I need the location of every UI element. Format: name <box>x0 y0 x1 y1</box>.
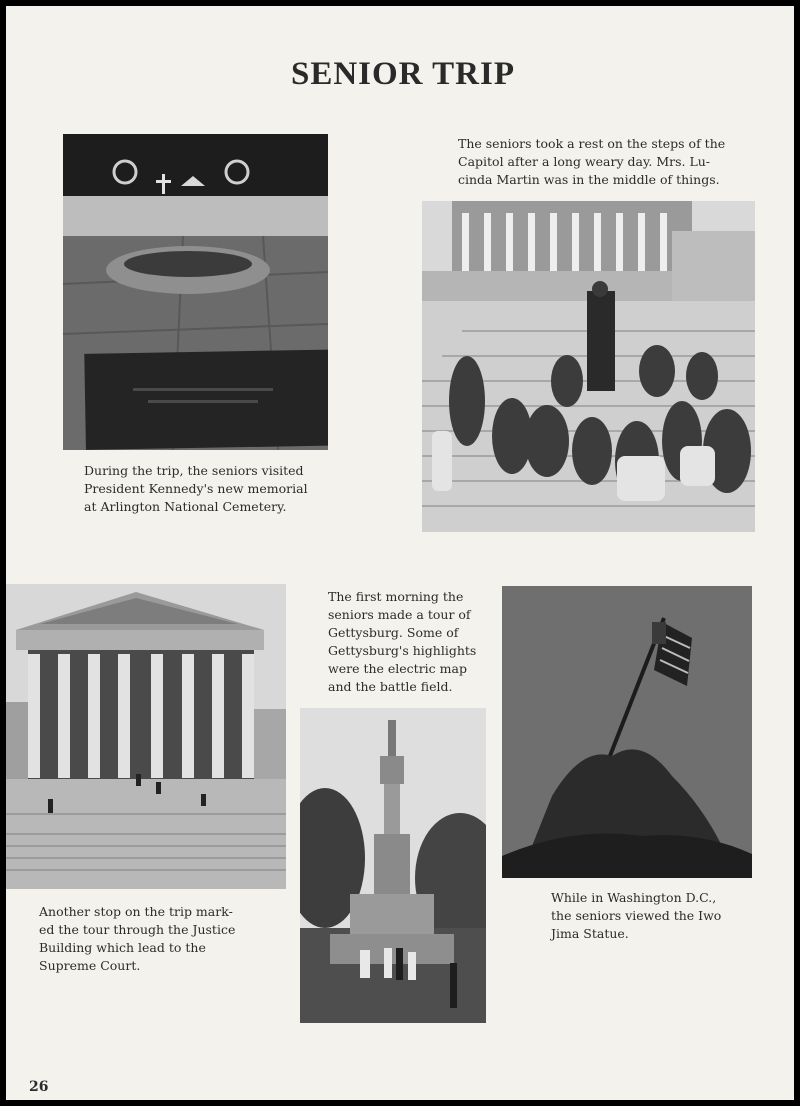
caption-line: Gettysburg's highlights <box>328 643 477 658</box>
caption-line: cinda Martin was in the middle of things. <box>458 172 720 187</box>
iwo-jima-caption <box>551 889 721 943</box>
yearbook-page <box>6 6 794 1100</box>
caption-line: Capitol after a long weary day. Mrs. Lu- <box>458 154 711 169</box>
page-number: 26 <box>29 1079 49 1095</box>
caption-line: Supreme Court. <box>39 958 141 973</box>
caption-line: While in Washington D.C., <box>551 890 717 905</box>
caption-line: Jima Statue. <box>551 926 629 941</box>
caption-line: Another stop on the trip mark- <box>39 904 233 919</box>
caption-line: the seniors viewed the Iwo <box>551 908 722 923</box>
caption-line: ed the tour through the Justice <box>39 922 236 937</box>
caption-line: The seniors took a rest on the steps of the <box>458 136 726 151</box>
capitol-caption <box>458 135 725 189</box>
supreme-court-caption <box>39 903 235 975</box>
caption-line: were the electric map <box>328 661 467 676</box>
gettysburg-monument-photo <box>300 708 486 1023</box>
caption-line: at Arlington National Cemetery. <box>84 499 287 514</box>
caption-line: Gettysburg. Some of <box>328 625 459 640</box>
gettysburg-caption <box>328 588 476 696</box>
kennedy-caption <box>84 462 308 516</box>
caption-line: Building which lead to the <box>39 940 206 955</box>
caption-line: The first morning the <box>328 589 464 604</box>
caption-line: President Kennedy's new memorial <box>84 481 308 496</box>
kennedy-memorial-photo <box>63 134 328 450</box>
iwo-jima-photo <box>502 586 752 878</box>
caption-line: and the battle field. <box>328 679 453 694</box>
caption-line: During the trip, the seniors visited <box>84 463 304 478</box>
caption-line: seniors made a tour of <box>328 607 471 622</box>
supreme-court-photo <box>6 584 286 889</box>
page-title: SENIOR TRIP <box>290 56 516 92</box>
capitol-steps-photo <box>422 201 755 532</box>
